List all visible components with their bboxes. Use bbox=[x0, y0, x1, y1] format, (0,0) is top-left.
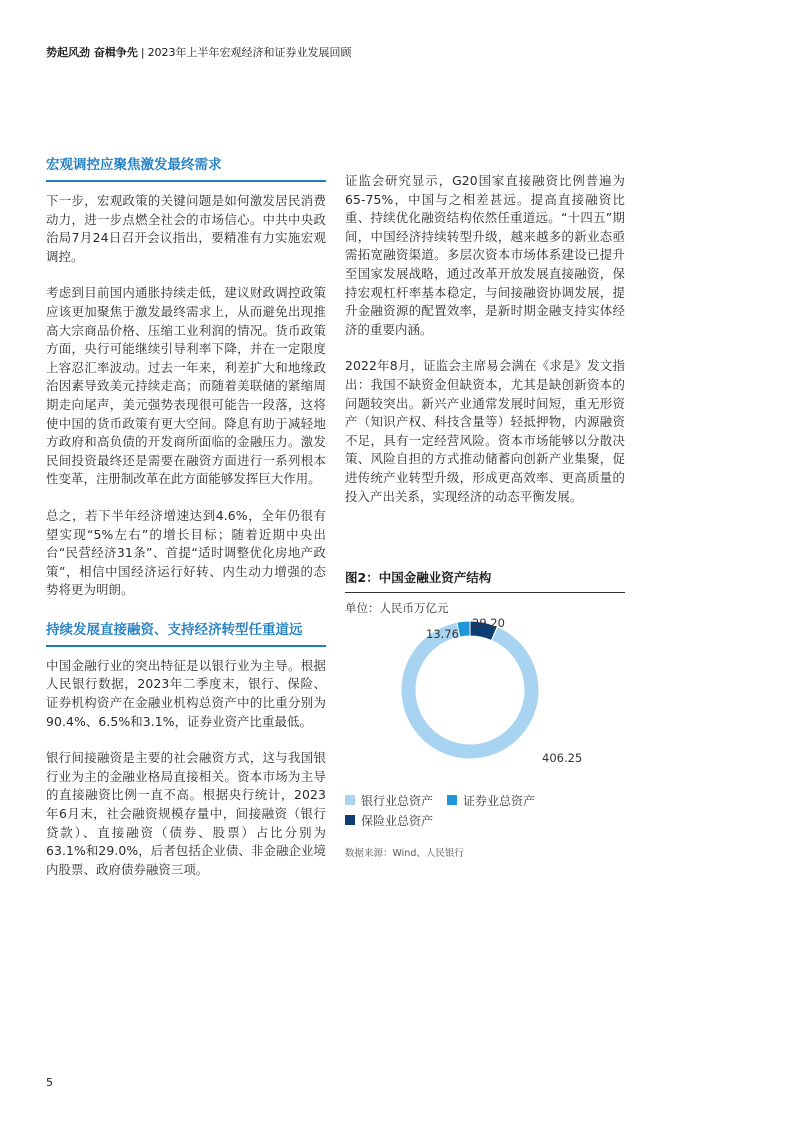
legend-item-insurance bbox=[345, 810, 433, 830]
legend-item-bank bbox=[345, 790, 433, 810]
section-heading-macro: 宏观调控应聚焦激发最终需求 bbox=[46, 153, 326, 182]
paragraph: 证监会研究显示，G20国家直接融资比例普遍为65-75%，中国与之相差甚远。提高直接融资比重、持续优化融资结构依然任重道远。“十四五”期间，中国经济持续转型升级，越来越多的新业态亟需拓宽融资渠道。多层次资本市场体系建设已提升至国家发展战略，通过改革开放发展直接融资，保持宏观杠杆率基本稳定，与间接融资协调发展，提升金融资源的配置效率，是新时期金融支持实体经济的重要内涵。 bbox=[345, 173, 625, 337]
legend-swatch-securities bbox=[447, 795, 457, 805]
header-separator: | bbox=[140, 46, 145, 59]
data-label-insurance: 29.20 bbox=[472, 616, 505, 630]
donut-slice-bank bbox=[401, 622, 539, 759]
legend-swatch-insurance bbox=[345, 815, 355, 825]
paragraph: 下一步，宏观政策的关键问题是如何激发居民消费动力，进一步点燃全社会的市场信心。中共中央政治局7月24日召开会议指出，要精准有力实施宏观调控。 bbox=[46, 193, 326, 264]
header-report-title: 2023年上半年宏观经济和证券业发展回顾 bbox=[147, 46, 352, 59]
header-slogan: 势起风劲 奋楫争先 bbox=[46, 46, 138, 59]
paragraph: 考虑到目前国内通胀持续走低，建议财政调控政策应该更加聚焦于激发最终需求上，从而避免出现推高大宗商品价格、压缩工业利润的情况。货币政策方面，央行可能继续引导利率下降，并在一定限度上容忍汇率波动。过去一年来，利差扩大和地缘政治因素导致美元持续走高；而随着美联储的紧缩周期走向尾声，美元强势表现很可能告一段落，这将使中国的货币政策有更大空间。降息有助于减轻地方政府和高负债的开发商所面临的金融压力。激发民间投资最终还是需要在融资方面进行一系列根本性变革，注册制改革在此方面能够发挥巨大作用。 bbox=[46, 285, 326, 487]
data-label-securities: 13.76 bbox=[426, 627, 459, 641]
paragraph: 银行间接融资是主要的社会融资方式，这与我国银行业为主的金融业格局直接相关。资本市场为主导的直接融资比例一直不高。根据央行统计，2023年6月末，社会融资规模存量中，间接融资（银行贷款）、直接融资（债券、股票）占比分别为63.1%和29.0%，后者包括企业债、非金融企业境内股票、政府债券融资三项。 bbox=[46, 750, 326, 877]
left-column bbox=[46, 153, 326, 897]
figure-unit: 单位：人民币万亿元 bbox=[345, 601, 449, 615]
section-heading-direct-financing: 持续发展直接融资、支持经济转型任重道远 bbox=[46, 618, 326, 647]
figure-title: 图2：中国金融业资产结构 bbox=[345, 568, 625, 593]
legend-swatch-bank bbox=[345, 795, 355, 805]
data-label-bank: 406.25 bbox=[542, 751, 583, 765]
donut-chart bbox=[400, 610, 630, 780]
legend-item-securities bbox=[447, 790, 535, 810]
legend-label-bank: 银行业总资产 bbox=[361, 793, 434, 808]
paragraph: 总之，若下半年经济增速达到4.6%，全年仍很有望实现“5%左右”的增长目标；随着近期中央出台“民营经济31条”、首提“适时调整优化房地产政策”，相信中国经济运行好转、内生动力增强的态势将更为明朗。 bbox=[46, 507, 326, 598]
paragraph: 中国金融行业的突出特征是以银行业为主导。根据人民银行数据，2023年二季度末，银行、保险、证券机构资产在金融业机构总资产中的比重分别为90.4%、6.5%和3.1%，证券业资产比重最低。 bbox=[46, 657, 326, 729]
running-header bbox=[46, 44, 352, 60]
figure-source: 数据来源：Wind、人民银行 bbox=[345, 848, 464, 859]
page-number: 5 bbox=[46, 1076, 53, 1089]
right-column bbox=[345, 172, 625, 524]
legend-label-insurance: 保险业总资产 bbox=[361, 813, 434, 828]
paragraph: 2022年8月，证监会主席易会满在《求是》发文指出：我国不缺资金但缺资本，尤其是缺创新资本的问题较突出。新兴产业通常发展时间短，重无形资产（知识产权、科技含量等）轻抵押物，内源融资不足，具有一定经营风险。资本市场能够以分散决策、风险自担的方式推动储蓄向创新产业集聚，促进传统产业转型升级，形成更高效率、更高质量的投入产出关系，实现经济的动态平衡发展。 bbox=[345, 358, 625, 504]
chart-legend bbox=[345, 790, 635, 830]
legend-label-securities: 证券业总资产 bbox=[463, 793, 536, 808]
